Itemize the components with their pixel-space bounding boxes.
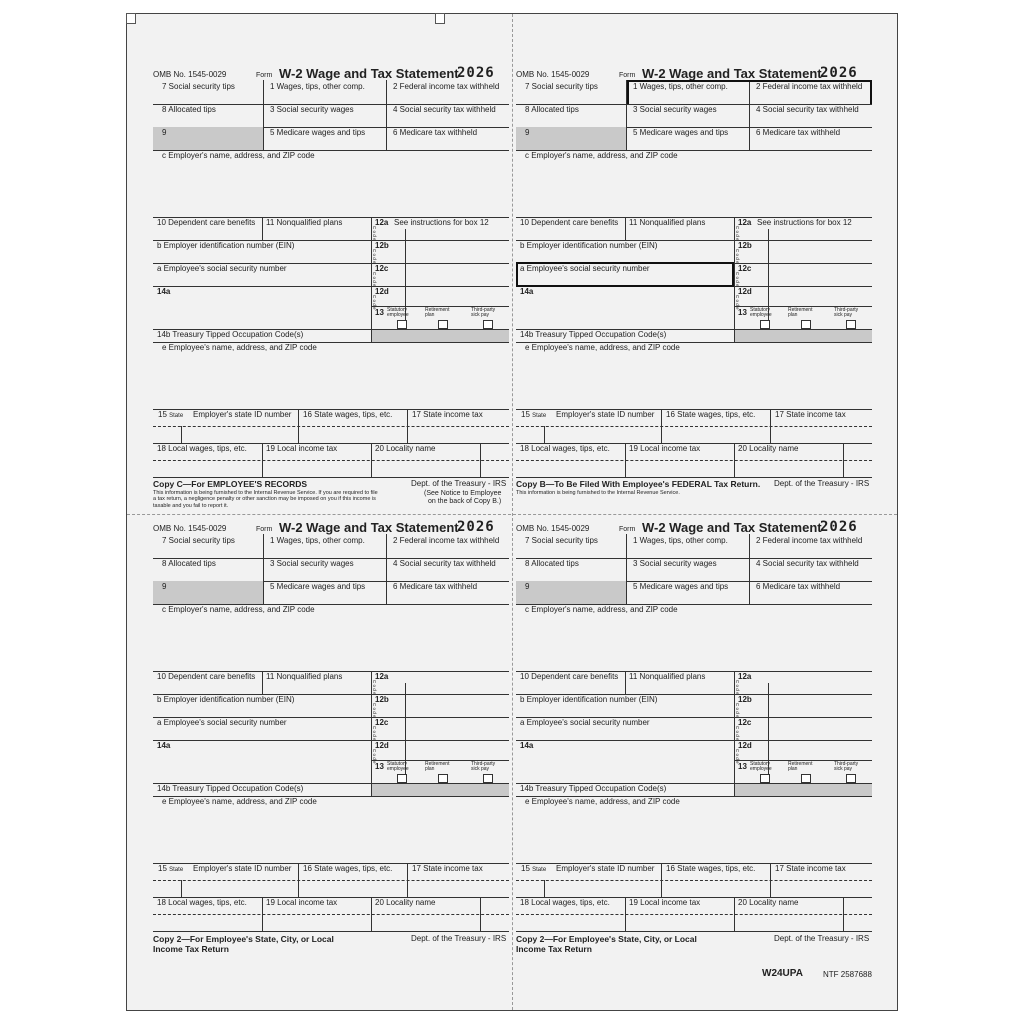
- statutory-employee-checkbox[interactable]: [397, 774, 407, 783]
- w2-copy-2-right: [516, 468, 872, 920]
- rule: [625, 217, 626, 240]
- form-code: W24UPA: [762, 968, 803, 979]
- box-4-label: 4 Social security tax withheld: [393, 105, 496, 114]
- third-party-sick-pay-checkbox[interactable]: [483, 320, 493, 329]
- box-13-label: 13: [375, 308, 384, 317]
- box-9-label: 9: [162, 582, 167, 591]
- code-tag: C o d e: [735, 749, 740, 764]
- dashed-rule: [516, 460, 872, 461]
- box-17-label: 17 State income tax: [775, 410, 846, 419]
- dashed-rule: [516, 914, 872, 915]
- box-13-statutory: Statutory employee: [750, 307, 772, 318]
- box-15-label: [158, 864, 183, 875]
- form-label: Form: [256, 526, 273, 533]
- box-9-shade: [516, 581, 626, 604]
- box-15-stateid-label: Employer's state ID number: [556, 864, 655, 873]
- box-11-label: 11 Nonqualified plans: [266, 218, 343, 227]
- box-9-label: 9: [525, 582, 530, 591]
- form-title: W-2 Wage and Tax Statement: [279, 520, 459, 535]
- form-title: W-2 Wage and Tax Statement: [642, 520, 822, 535]
- rule: [263, 80, 264, 150]
- box-13-thirdparty: Third-party sick pay: [834, 307, 859, 318]
- box-2-label: 2 Federal income tax withheld: [393, 82, 500, 91]
- box-9-shade: [516, 127, 626, 150]
- box-15-number: 15: [521, 864, 530, 873]
- box-20-label: 20 Locality name: [375, 444, 436, 453]
- copy-c-notice-1: (See Notice to Employee: [424, 490, 502, 497]
- box-12b-label: 12b: [375, 241, 389, 250]
- box-14b-shade: [372, 784, 509, 796]
- box-12d-label: 12d: [375, 741, 389, 750]
- omb-number: OMB No. 1545-0029: [153, 524, 227, 533]
- box-e-label: e Employee's name, address, and ZIP code: [525, 343, 680, 352]
- box-10-label: 10 Dependent care benefits: [157, 672, 256, 681]
- box-19-label: 19 Local income tax: [629, 898, 701, 907]
- code-tag: C o d e: [735, 272, 740, 287]
- box-12d-label: 12d: [375, 287, 389, 296]
- box-2-label: 2 Federal income tax withheld: [393, 536, 500, 545]
- box-c-label: c Employer's name, address, and ZIP code: [162, 151, 315, 160]
- box-18-label: 18 Local wages, tips, etc.: [520, 898, 610, 907]
- box-11-label: 11 Nonqualified plans: [629, 672, 706, 681]
- statutory-employee-checkbox[interactable]: [760, 774, 770, 783]
- box-10-label: 10 Dependent care benefits: [157, 218, 256, 227]
- rule: [516, 740, 872, 741]
- box-19-label: 19 Local income tax: [266, 444, 338, 453]
- third-party-sick-pay-checkbox[interactable]: [846, 774, 856, 783]
- rule: [263, 534, 264, 604]
- dashed-rule: [153, 460, 509, 461]
- box-6-label: 6 Medicare tax withheld: [393, 128, 478, 137]
- code-tag: C o d e: [372, 249, 377, 264]
- box-3-label: 3 Social security wages: [270, 559, 354, 568]
- box-12c-label: 12c: [738, 718, 752, 727]
- box-1-label: 1 Wages, tips, other comp.: [270, 536, 365, 545]
- box-3-label: 3 Social security wages: [633, 105, 717, 114]
- box-6-label: 6 Medicare tax withheld: [756, 128, 841, 137]
- box-14b-shade: [372, 330, 509, 342]
- retirement-plan-checkbox[interactable]: [801, 774, 811, 783]
- form-label: Form: [256, 72, 273, 79]
- rule: [153, 286, 509, 287]
- box-7-label: 7 Social security tips: [162, 536, 235, 545]
- box-11-label: 11 Nonqualified plans: [266, 672, 343, 681]
- box-5-label: 5 Medicare wages and tips: [633, 128, 729, 137]
- box-1-2-highlight: [627, 80, 872, 104]
- box-14a-label: 14a: [520, 741, 534, 750]
- box-9-label: 9: [525, 128, 530, 137]
- box-e-label: e Employee's name, address, and ZIP code: [525, 797, 680, 806]
- box-13-label: 13: [738, 308, 747, 317]
- box-2-label: 2 Federal income tax withheld: [756, 82, 863, 91]
- box-12a-note: See instructions for box 12: [394, 218, 489, 227]
- box-14b-label: 14b Treasury Tipped Occupation Code(s): [157, 784, 304, 793]
- copy-2-left-dept: Dept. of the Treasury - IRS: [411, 934, 507, 943]
- box-13-label: 13: [738, 762, 747, 771]
- box-15-label: [521, 864, 546, 875]
- box-13-statutory: Statutory employee: [387, 307, 409, 318]
- box-12a-note: See instructions for box 12: [757, 218, 852, 227]
- box-6-label: 6 Medicare tax withheld: [393, 582, 478, 591]
- copy-2-right-title-2: Income Tax Return: [516, 944, 592, 954]
- box-10-label: 10 Dependent care benefits: [520, 672, 619, 681]
- box-13-thirdparty: Third-party sick pay: [471, 307, 496, 318]
- rule: [544, 880, 545, 897]
- box-20-label: 20 Locality name: [738, 898, 799, 907]
- copy-2-right-dept: Dept. of the Treasury - IRS: [774, 934, 870, 943]
- box-a-label: a Employee's social security number: [520, 264, 650, 273]
- form-year: 2026: [820, 519, 858, 535]
- box-a-label: a Employee's social security number: [157, 718, 287, 727]
- rule: [749, 534, 750, 604]
- box-15-stateid-label: Employer's state ID number: [193, 410, 292, 419]
- box-14a-label: 14a: [157, 287, 171, 296]
- box-18-label: 18 Local wages, tips, etc.: [157, 898, 247, 907]
- box-3-label: 3 Social security wages: [270, 105, 354, 114]
- omb-number: OMB No. 1545-0029: [516, 524, 590, 533]
- box-12b-label: 12b: [738, 695, 752, 704]
- box-15-number: 15: [521, 410, 530, 419]
- box-8-label: 8 Allocated tips: [162, 105, 216, 114]
- box-14a-label: 14a: [157, 741, 171, 750]
- box-15-state: State: [532, 413, 547, 419]
- dashed-rule: [153, 880, 509, 881]
- box-a-highlight: [516, 262, 734, 287]
- box-17-label: 17 State income tax: [412, 410, 483, 419]
- box-c-label: c Employer's name, address, and ZIP code: [525, 151, 678, 160]
- box-1-label: 1 Wages, tips, other comp.: [633, 536, 728, 545]
- copy-b-dept: Dept. of the Treasury - IRS: [774, 479, 870, 488]
- ntf-number: NTF 2587688: [823, 970, 872, 979]
- box-15-label: [158, 410, 183, 421]
- copy-c-title: Copy C—For EMPLOYEE'S RECORDS: [153, 479, 308, 489]
- box-3-label: 3 Social security wages: [633, 559, 717, 568]
- rule: [544, 426, 545, 443]
- box-20-label: 20 Locality name: [375, 898, 436, 907]
- box-16-label: 16 State wages, tips, etc.: [303, 410, 393, 419]
- box-13-thirdparty: Third-party sick pay: [834, 761, 859, 772]
- code-tag: C o d e: [372, 295, 377, 310]
- box-6-label: 6 Medicare tax withheld: [756, 582, 841, 591]
- box-c-label: c Employer's name, address, and ZIP code: [162, 605, 315, 614]
- box-14a-label: 14a: [520, 287, 534, 296]
- form-year: 2026: [457, 519, 495, 535]
- box-5-label: 5 Medicare wages and tips: [270, 128, 366, 137]
- box-7-label: 7 Social security tips: [525, 536, 598, 545]
- dashed-rule: [153, 914, 509, 915]
- form-year: 2026: [457, 65, 495, 81]
- box-b-label: b Employer identification number (EIN): [157, 695, 295, 704]
- code-tag: C o d e: [735, 703, 740, 718]
- form-title: W-2 Wage and Tax Statement: [642, 66, 822, 81]
- code-tag: C o d e: [372, 749, 377, 764]
- box-13-retirement: Retirement plan: [425, 761, 450, 772]
- box-14b-label: 14b Treasury Tipped Occupation Code(s): [520, 330, 667, 339]
- copy-c-note: This information is being furnished to the Internal Revenue Service. If you are required to file a tax return, a negligence penalty or other sanction may be imposed on you if this income is taxable and you fail to report it.: [153, 490, 378, 509]
- copy-b-note: This information is being furnished to the Internal Revenue Service.: [516, 490, 680, 496]
- box-8-label: 8 Allocated tips: [525, 559, 579, 568]
- form-title: W-2 Wage and Tax Statement: [279, 66, 459, 81]
- box-13-thirdparty: Third-party sick pay: [471, 761, 496, 772]
- box-12a-label: 12a: [738, 672, 752, 681]
- dashed-rule: [153, 426, 509, 427]
- box-12c-label: 12c: [375, 718, 389, 727]
- box-b-label: b Employer identification number (EIN): [520, 241, 658, 250]
- rule: [386, 80, 387, 150]
- box-2-label: 2 Federal income tax withheld: [756, 536, 863, 545]
- box-4-label: 4 Social security tax withheld: [393, 559, 496, 568]
- form-year: 2026: [820, 65, 858, 81]
- retirement-plan-checkbox[interactable]: [438, 320, 448, 329]
- omb-number: OMB No. 1545-0029: [516, 70, 590, 79]
- statutory-employee-checkbox[interactable]: [397, 320, 407, 329]
- box-10-label: 10 Dependent care benefits: [520, 218, 619, 227]
- rule: [262, 671, 263, 694]
- box-12b-label: 12b: [375, 695, 389, 704]
- box-13-statutory: Statutory employee: [387, 761, 409, 772]
- box-9-label: 9: [162, 128, 167, 137]
- rule: [153, 931, 509, 932]
- box-15-state: State: [532, 867, 547, 873]
- box-14b-label: 14b Treasury Tipped Occupation Code(s): [157, 330, 304, 339]
- code-tag: C o d e: [372, 726, 377, 741]
- box-12c-label: 12c: [738, 264, 752, 273]
- box-13-label: 13: [375, 762, 384, 771]
- box-4-label: 4 Social security tax withheld: [756, 105, 859, 114]
- box-8-label: 8 Allocated tips: [525, 105, 579, 114]
- code-tag: C o d e: [372, 680, 377, 695]
- copy-c-notice-2: on the back of Copy B.): [428, 498, 502, 505]
- box-12a-label: 12a: [738, 218, 752, 227]
- box-13-retirement: Retirement plan: [788, 307, 813, 318]
- box-16-label: 16 State wages, tips, etc.: [666, 410, 756, 419]
- third-party-sick-pay-checkbox[interactable]: [846, 320, 856, 329]
- box-e-label: e Employee's name, address, and ZIP code: [162, 797, 317, 806]
- box-12b-label: 12b: [738, 241, 752, 250]
- box-5-label: 5 Medicare wages and tips: [270, 582, 366, 591]
- box-a-label: a Employee's social security number: [520, 718, 650, 727]
- box-17-label: 17 State income tax: [412, 864, 483, 873]
- box-c-label: c Employer's name, address, and ZIP code: [525, 605, 678, 614]
- box-13-retirement: Retirement plan: [425, 307, 450, 318]
- box-17-label: 17 State income tax: [775, 864, 846, 873]
- box-19-label: 19 Local income tax: [266, 898, 338, 907]
- box-15-label: [521, 410, 546, 421]
- box-16-label: 16 State wages, tips, etc.: [303, 864, 393, 873]
- box-12a-label: 12a: [375, 672, 389, 681]
- box-12d-label: 12d: [738, 287, 752, 296]
- box-19-label: 19 Local income tax: [629, 444, 701, 453]
- box-15-stateid-label: Employer's state ID number: [193, 864, 292, 873]
- rule: [625, 671, 626, 694]
- box-16-label: 16 State wages, tips, etc.: [666, 864, 756, 873]
- box-7-label: 7 Social security tips: [162, 82, 235, 91]
- box-b-label: b Employer identification number (EIN): [520, 695, 658, 704]
- retirement-plan-checkbox[interactable]: [438, 774, 448, 783]
- retirement-plan-checkbox[interactable]: [801, 320, 811, 329]
- box-1-label: 1 Wages, tips, other comp.: [633, 82, 728, 91]
- w2-copy-c: [153, 14, 509, 466]
- box-11-label: 11 Nonqualified plans: [629, 218, 706, 227]
- box-a-label: a Employee's social security number: [157, 264, 287, 273]
- box-9-shade: [153, 127, 263, 150]
- copy-2-left-title-1: Copy 2—For Employee's State, City, or Local: [153, 934, 334, 944]
- code-tag: C o d e: [735, 726, 740, 741]
- code-tag: C o d e: [372, 703, 377, 718]
- rule: [386, 534, 387, 604]
- box-4-label: 4 Social security tax withheld: [756, 559, 859, 568]
- rule: [181, 426, 182, 443]
- box-13-retirement: Retirement plan: [788, 761, 813, 772]
- box-7-label: 7 Social security tips: [525, 82, 598, 91]
- code-tag: C o d e: [372, 226, 377, 241]
- box-20-label: 20 Locality name: [738, 444, 799, 453]
- rule: [181, 880, 182, 897]
- box-15-number: 15: [158, 410, 167, 419]
- w2-copy-2-left: [153, 468, 509, 920]
- omb-number: OMB No. 1545-0029: [153, 70, 227, 79]
- box-18-label: 18 Local wages, tips, etc.: [157, 444, 247, 453]
- rule: [626, 534, 627, 604]
- third-party-sick-pay-checkbox[interactable]: [483, 774, 493, 783]
- statutory-employee-checkbox[interactable]: [760, 320, 770, 329]
- form-label: Form: [619, 526, 636, 533]
- box-e-label: e Employee's name, address, and ZIP code: [162, 343, 317, 352]
- vertical-perforation: [512, 14, 513, 1010]
- box-12d-label: 12d: [738, 741, 752, 750]
- rule: [516, 931, 872, 932]
- box-8-label: 8 Allocated tips: [162, 559, 216, 568]
- box-18-label: 18 Local wages, tips, etc.: [520, 444, 610, 453]
- dashed-rule: [516, 426, 872, 427]
- copy-b-title: Copy B—To Be Filed With Employee's FEDERAL Tax Return.: [516, 479, 761, 489]
- copy-2-right-title-1: Copy 2—For Employee's State, City, or Local: [516, 934, 697, 944]
- box-13-statutory: Statutory employee: [750, 761, 772, 772]
- code-tag: C o d e: [735, 295, 740, 310]
- box-14b-shade: [735, 330, 872, 342]
- copy-2-left-title-2: Income Tax Return: [153, 944, 229, 954]
- box-15-state: State: [169, 867, 184, 873]
- box-12c-label: 12c: [375, 264, 389, 273]
- code-tag: C o d e: [735, 680, 740, 695]
- rule: [262, 217, 263, 240]
- box-12a-label: 12a: [375, 218, 389, 227]
- box-14b-shade: [735, 784, 872, 796]
- box-15-number: 15: [158, 864, 167, 873]
- code-tag: C o d e: [735, 226, 740, 241]
- box-15-stateid-label: Employer's state ID number: [556, 410, 655, 419]
- box-14b-label: 14b Treasury Tipped Occupation Code(s): [520, 784, 667, 793]
- box-1-label: 1 Wages, tips, other comp.: [270, 82, 365, 91]
- corner-mark-left: [126, 13, 136, 24]
- box-15-state: State: [169, 413, 184, 419]
- box-9-shade: [153, 581, 263, 604]
- dashed-rule: [516, 880, 872, 881]
- rule: [153, 740, 509, 741]
- box-b-label: b Employer identification number (EIN): [157, 241, 295, 250]
- code-tag: C o d e: [735, 249, 740, 264]
- code-tag: C o d e: [372, 272, 377, 287]
- form-label: Form: [619, 72, 636, 79]
- box-5-label: 5 Medicare wages and tips: [633, 582, 729, 591]
- copy-c-dept: Dept. of the Treasury - IRS: [411, 479, 507, 488]
